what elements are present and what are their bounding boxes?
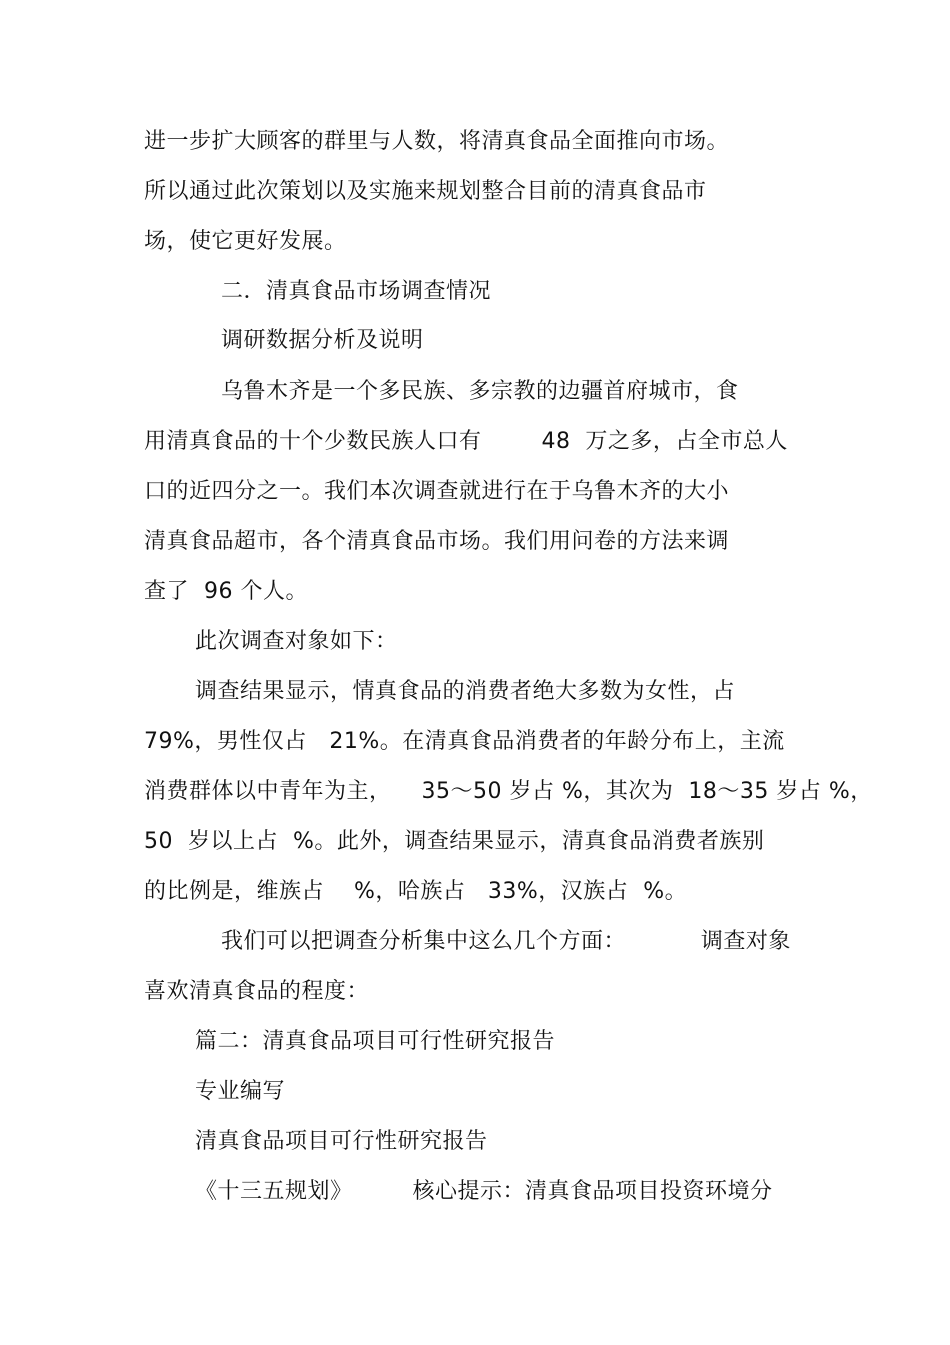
section-heading: 篇二：清真食品项目可行性研究报告: [195, 1029, 556, 1054]
text-line: 场，使它更好发展。: [144, 229, 347, 254]
text-line: 50 岁以上占 %。此外，调查结果显示，清真食品消费者族别: [144, 829, 765, 854]
text-line: 此次调查对象如下：: [195, 629, 398, 654]
text-line: 的比例是，维族占 %，哈族占 33%，汉族占 %。: [144, 879, 688, 904]
text-line: 进一步扩大顾客的群里与人数，将清真食品全面推向市场。: [144, 129, 730, 154]
text-line: 清真食品超市，各个清真食品市场。我们用问卷的方法来调: [144, 529, 730, 554]
text-line: 79%，男性仅占 21%。在清真食品消费者的年龄分布上，主流: [144, 729, 785, 754]
text-line: 调查结果显示，情真食品的消费者绝大多数为女性，占: [195, 679, 736, 704]
text-line: 喜欢清真食品的程度：: [144, 979, 370, 1004]
text-line: 清真食品项目可行性研究报告: [195, 1129, 488, 1154]
text-line: 口的近四分之一。我们本次调查就进行在于乌鲁木齐的大小: [144, 479, 730, 504]
text-line: 消费群体以中青年为主， 35～50 岁占 %，其次为 18～35 岁占 %，: [144, 779, 873, 804]
text-line: 专业编写: [195, 1079, 286, 1104]
text-line: 所以通过此次策划以及实施来规划整合目前的清真食品市: [144, 179, 707, 204]
text-line: 查了 96 个人。: [144, 579, 308, 604]
text-line: 《十三五规划》 核心提示：清真食品项目投资环境分: [195, 1179, 773, 1204]
text-line: 我们可以把调查分析集中这么几个方面： 调查对象: [221, 929, 791, 954]
text-line: 乌鲁木齐是一个多民族、多宗教的边疆首府城市，食: [221, 379, 739, 404]
text-line: 用清真食品的十个少数民族人口有 48 万之多，占全市总人: [144, 429, 788, 454]
section-heading: 二．清真食品市场调查情况: [221, 279, 492, 304]
subsection-heading: 调研数据分析及说明: [221, 328, 424, 353]
